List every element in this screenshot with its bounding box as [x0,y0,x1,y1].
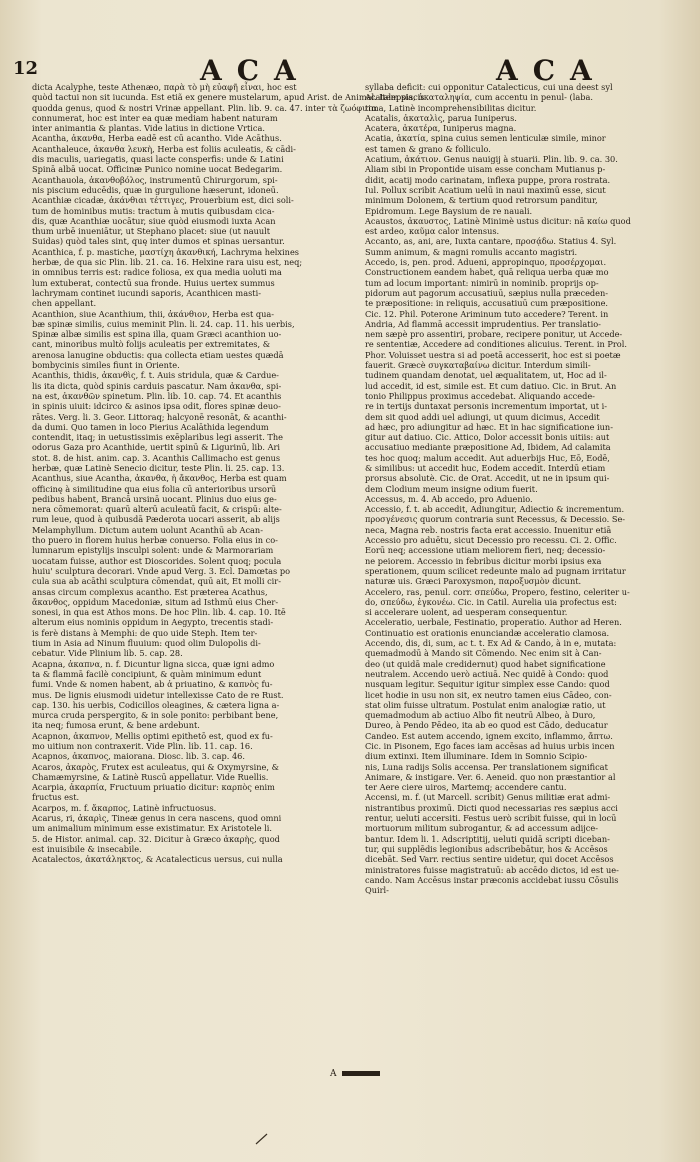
text-line: Acapnos, ἀκαπνος, maiorana. Diosc. lib. 3. cap. 46. [32,751,245,762]
text-line: cant, minoribus multò folijs aculeatis per extremitates, & [32,339,270,350]
text-line: Acarpia, ἀκαρπία, Fructuum priuatio dicitur: καρπὸς enim [32,782,275,793]
text-line: Quirl- [365,885,389,896]
text-line: dis maculis, uariegatis, quasi lacte consperfis: unde & Latini [32,154,284,165]
text-line: nusquam legitur. Sequitur igitur simplex esse Cando: quod [365,679,610,690]
text-line: Acanthion, siue Acanthium, thii, ἀκάνθιον, Herba est qua- [32,308,274,319]
text-line: Acatalis, ἀκαταλὶς, parua Iuniperus. [365,112,517,123]
text-line: pidorum aut pagorum accusatiuū, sæpius nulla præceden- [365,287,609,298]
text-line: sonesi, in qua est Athos mons. De hoc Plin. lib. 4. cap. 10. Itē [32,607,286,618]
text-line: lum extuberat, contectū sua fronde. Huius uertex summus [32,277,275,288]
text-line: re sententiæ, Accedere ad conditiones alicuius. Terent. in Prol. [365,339,627,350]
text-line: nis, Luna radijs Solis accensa. Per translationem significat [365,761,608,772]
text-line: Acarus, ri, ἀκαρὶς, Tineæ genus in cera nascens, quod omni [32,813,282,824]
text-line: Acarpos, m. f. ἄκαρπος, Latinè infructuosus. [32,802,217,813]
text-line: bombycinis similes fiunt in Oriente. [32,360,180,371]
right-column [365,82,691,1102]
text-line: Acanthis, thidis, ἀκανθὶς, f. t. Auis stridula, quæ & Cardue- [32,370,279,381]
text-line: Accendo, dis, di, sum, ac t. t. Ex Ad & Cando, à in e, mutata: [365,638,617,649]
text-line: si accelerare uolent, ad uesperam consequentur. [365,607,568,618]
text-line: nis piscium educēdis, quæ in gurgulione hæserunt, idoneū. [32,184,279,195]
signature-letter: A [330,1069,338,1079]
text-line: stat olim fuisse ultratum. Postulat enim analogiæ ratio, ut [365,699,606,710]
text-line: da dumi. Quo tamen in loco Pierius Acalāthida legendum [32,421,269,432]
text-line: deo (ut quidā male credidernut) quod habet significatione [365,658,606,669]
ornament-rule [342,1071,380,1076]
text-line: cando. Nam Accēsus instar præconis accidebat iussu Cōsulis [365,874,619,885]
text-line: tum de hominibus mutis: tractum à mutis quibusdam cica- [32,205,275,216]
text-line: Aliam sibi in Propontide uisam esse concham Mutianus p- [365,164,606,175]
running-head-left: ACA [200,54,311,87]
text-line: Acanthica, f. p. mastiche, μαστίχη ἀκανθική, Lachryma helxines [32,246,299,257]
text-line: ne peiorem. Accessio in febribus dicitur morbi ipsius exa [365,555,602,566]
text-line: 5. de Histor. animal. cap. 32. Dicitur à Græco ἀκαρὴς, quod [32,833,280,844]
text-line: in spinis uiuit: idcirco & asinos ipsa odit, flores spinæ deuo- [32,401,281,412]
text-line: dicebāt. Sed Varr. rectius sentire uidetur, qui docet Accēsos [365,854,614,865]
text-line: dem sit quod addi uel adiungi, ut quum dicimus, Accedit [365,411,600,422]
signature-mark [330,1069,380,1079]
text-line: Acatium, ἀκάτιον. Genus nauigij à stuarii. Plin. lib. 9. ca. 30. [365,154,618,165]
text-line: neca, Magna reb. nostris facta erat accessio. Inuenitur etiā [365,524,612,535]
text-line: mo uitium non contraxerit. Vide Plin. lib. 11. cap. 16. [32,741,253,751]
text-line: do, σπεύδω, ἐγκονέω. Cic. in Catil. Aurelia uia profectus est: [365,596,617,607]
text-line: herbæ, de qua sic Plin. lib. 21. ca. 16. Helxine rara uisu est, neq; [32,257,303,268]
text-line: Acatalectos, ἀκατάληκτος, & Acatalecticus uersus, cui nulla [32,854,283,865]
running-head-right: ACA [496,54,607,87]
text-line: Acantha, ἀκανθα, Herba eadē est cū acantho. Vide Acāthus. [32,133,282,144]
text-line: Acanthaleuce, ἀκανθα λευκὴ, Herba est foliis aculeatis, & cādi- [32,143,296,154]
text-line: tho puero in florem huius herbæ conuerso. Folia eius in co- [32,535,278,546]
text-line: Cic. in Pisonem, Ego faces iam accēsas ad huius urbis incen [365,741,615,751]
text-line: cap. 130. his uerbis, Codicillos oleagines, & cætera ligna a- [32,699,280,710]
text-line: nem sæpè pro assentiri, probare, recipere ponitur, ut Accede- [365,329,623,340]
text-line: quodda genus, quod & nostri Vrinæ appellant. Plin. lib. 9. ca. 47. inter τὰ ζωόφυτα [32,102,378,113]
text-line: Accedo, is, pen. prod. Adueni, appropinquo, προσέρχομαι. [365,257,607,268]
text-line: lachrymam continet iucundi saporis, Acanthicen masti- [32,287,261,298]
text-line: dium extinxi. Item illuminare. Idem in Somnio Scipio- [365,751,588,762]
text-line: Andria, Ad flammā accessit imprudentius. Per translatio- [365,318,601,329]
text-line: uocatam fuisse, author est Dioscorides. Solent quoq; pocula [32,555,282,566]
text-line: herbæ, quæ Latinè Senecio dicitur, teste Plin. li. 25. cap. 13. [32,462,285,473]
text-line: arenosa lanugine obductis: qua collecta etiam uestes quædā [32,349,284,360]
text-line: ta & flammā facilè concipiunt, & quàm minimum edunt [32,668,262,679]
text-line: prorsus absolutè. Cic. de Orat. Accedit, ut ne in ipsum qui- [365,473,610,484]
text-line: lumnarum epistylijs insculpi solent: unde & Marmorariam [32,545,274,556]
text-line: nistrantibus proximū. Dicti quod necessarias res sæpius acci [365,802,618,813]
text-line: ita neq; fumosa erunt, & bene ardebunt. [32,720,200,731]
text-line: & similibus: ut accedit huc, Eodem accedit. Interdū etiam [365,462,606,473]
text-line: Spinā albā uocat. Officinæ Punico nomine uocat Bedegarim. [32,164,283,175]
text-line: Acatalepsia, ἀκαταληψία, cum accentu in penul- (laba. [365,92,593,103]
text-line: chen appellant. [32,298,97,309]
text-line: Acceleratio, uerbale, Festinatio, properatio. Author ad Heren. [365,617,622,628]
text-line: tima, Latinè incomprehensibilitas dicitur. [365,102,537,113]
text-line: lis ita dicta, quòd spinis carduis pascatur. Nam ἀκανθα, spi- [32,380,282,391]
text-line: ministratores fuisse magistratuū: ab accēdo dictos, id est ue- [365,864,619,875]
text-line: lud accedit, id est, simile est. Et cum datiuo. Cic. in Brut. An [365,380,617,391]
text-line: quemadmodum ab actiuo Albo fit neutrū Albeo, à Duro, [365,710,596,721]
text-line: ad hæc, pro adiungitur ad hæc. Et in hac significatione iun- [365,421,613,432]
text-line: Phor. Voluisset uestra si ad poetā accesserit, hoc est si poetæ [365,349,621,360]
text-line: fauerit. Græcè συγκαταβαίνω dicitur. Interdum simili- [365,360,591,371]
text-line: Continuatio est orationis enunciandæ acceleratio clamosa. [365,627,610,638]
text-line: stot. 8. de hist. anim. cap. 3. Acanthis Callimacho est genus [32,452,281,463]
text-line: Eorū neq; accessione utiam meliorem fieri, neq; decessio- [365,545,606,556]
pen-stroke-mark [254,1133,270,1145]
text-line: um animalium minimum esse existimatur. Ex Aristotele li. [32,823,273,834]
text-line: tudinem quandam denotat, uel æqualitatem, ut, Hoc ad il- [365,370,607,381]
text-line: tum ad locum important: nimirū in nominib. proprijs op- [365,277,599,288]
text-line: Acatia, ἀκατία, spina cuius semen lenticulæ simile, minor [365,133,606,144]
text-line: Summ animum, & magni romulis accanto magistri. [365,246,578,257]
text-line: est tamen & grano & folliculo. [365,143,491,154]
text-line: accusatiuo mediante præpositione Ad, Ibidem, Ad calamita [365,442,611,453]
text-line: tur, qui supplēdis legionibus adscribebātur, hos & Accēsos [365,843,608,854]
text-line: re in tertijs duntaxat personis incrementum importat, ut i- [365,401,608,412]
text-line: tonio Philippus proximus accedebat. Aliquando accede- [365,390,595,401]
text-line: Constructionem eandem habet, quā reliqua uerba quæ mo [365,267,609,278]
text-line: dem Clodium meum insigne odium fuerit. [365,483,538,494]
text-line: Animare, & instigare. Ver. 6. Aeneid. quo non præstantior al [365,771,616,782]
text-line: connumerat, hoc est inter ea quæ mediam habent naturam [32,112,278,123]
text-line: rum leue, quod à quibusdā Pæderota uocari asserit, ab alijs [32,514,280,525]
text-line: Iul. Pollux scribit Acatium uelū in naui maximū esse, sicut [365,184,606,195]
text-line: didit, acatij modo carinatam, inflexa puppe, prora rostrata. [365,174,611,185]
text-line: sperationem, quum scilicet redeunte malo ad pugnam irritatur [365,565,626,576]
text-line: Acaustos, ἀκαυστος, Latinè Minimè ustus dicitur: nā καίω quod [365,215,631,226]
text-line: Accelero, ras, penul. corr. σπεύδω, Propero, festino, celeriter u- [365,586,630,597]
text-line: Accanto, as, ani, are, Iuxta cantare, προσᾴδω. Statius 4. Syl. [365,236,617,247]
text-line: est ardeo, καῦμα calor intensus. [365,226,500,237]
text-line: Suidas) quòd tales sint, quę inter dumos et spinas uersantur. [32,236,285,247]
text-line: Epidromum. Lege Baysium de re nauali. [365,205,533,216]
text-line: mortuorum militum subrogantur, & ad accessum adijce- [365,823,598,834]
text-line: contendit, itaq; in uetustissimis exēplaribus legi asserit. The [32,432,284,443]
text-line: minimum Dolonem, & tertium quod retrorsum panditur, [365,195,598,206]
text-line: rātes. Verg. li. 3. Geor. Littoraq; halcyonē resonāt, & acanthi- [32,411,287,422]
text-line: tium in Asia ad Ninum fluuium: quod olim Dulopolis di- [32,638,261,649]
text-line: bantur. Idem li. 1. Adscriptitij, ueluti quidā scripti diceban- [365,833,610,844]
text-line: neutralem. Accendo uerò actiuā. Nec quidē à Condo: quod [365,668,609,679]
page-number: 12 [13,58,39,79]
text-line: Candeo. Est autem accendo, ignem excito, inflammo, ἄπτω. [365,730,613,741]
text-line: tes hoc quoq; malum accedit. Aut aduerbijs Huc, Eō, Eodē, [365,452,610,463]
text-line: alterum eius nominis oppidum in Aegypto, trecentis stadi- [32,617,274,628]
text-line: fructus est. [32,792,80,803]
text-line: na est, ἀκανθῶν spinetum. Plin. lib. 10. cap. 74. Et acanthis [32,390,282,401]
text-line: Acapna, ἀκαπνα, n. f. Dicuntur ligna sicca, quæ igni admo [32,658,275,669]
text-line: Dureo, à Pendo Pēdeo, ita ab eo quod est Cādo, deducatur [365,720,608,731]
text-line: Accessio, f. t. ab accedit, Adiungitur, Adiectio & incrementum. [365,504,625,515]
text-line: Acapnon, ἀκαπνον, Mellis optimi epithetō est, quod ex fu- [32,730,273,741]
text-line: Accensi, m. f. (ut Marcell. scribit) Genus militiæ erat admi- [365,792,611,803]
text-line: te præpositione: in reliquis, accusatiuū cum præpositione. [365,298,609,309]
text-line: pedibus habent, Brancā ursinā uocant. Plinius duo eius ge- [32,493,277,504]
text-line: ansas circum complexus acantho. Est præterea Acathus, [32,586,268,597]
text-line: gitur aut datiuo. Cic. Attico, Dolor accessit bonis uitiis: aut [365,432,610,443]
text-line: officinę à similitudine qua eius folia cū anterioribus ursorū [32,483,277,494]
text-line: Acanthus, siue Acantha, ἀκανθα, ἡ ἄκανθος, Herba est quam [32,473,287,484]
text-line: Spinæ albæ similis est spina illa, quam Græci acanthion uo- [32,329,282,340]
text-line: Accessus, m. 4. Ab accedo, pro Aduenio. [365,493,533,504]
text-line: fumi. Vnde & nomen habent, ab ἀ priuatino, & καπνὸς fu- [32,679,273,690]
text-line: odorus Gaza pro Acanthide, uertit spinū & Ligurinū, lib. Ari [32,442,281,453]
text-line: Acanthiæ cicadæ, ἀκάνθιαι τέττιγες, Prouerbium est, dici soli- [32,195,294,206]
text-line: Accessio pro aduētu, sicut Decessio pro recessu. Ci. 2. Offic. [365,535,617,546]
text-line: quemadmodū à Mando sit Cōmendo. Nec enim sit à Can- [365,648,602,659]
text-line: Acaros, ἀκαρὸς, Frutex est aculeatus, qui & Oxymyrsine, & [32,761,279,772]
text-line: Acatera, ἀκατέρα, Iuniperus magna. [365,123,517,134]
text-line: προσγένεσις quorum contraria sunt Recessus, & Decessio. Se- [365,514,626,525]
text-line: Cic. 12. Phil. Poterone Ariminum tuto accedere? Terent. in [365,308,609,319]
text-line: huiu' sculptura decorari. Vnde apud Verg. 3. Ecl. Damœtas po [32,565,291,576]
text-line: licet hodie in usu non sit, ex neutro tamen eius Cādeo, con- [365,689,612,700]
text-line: nera cōmemorat: quarū alterū aculeatū facit, & crispū: alte- [32,504,282,515]
text-line: ἄκανθος, oppidum Macedoniæ, situm ad Isthmū eius Cher- [32,596,279,607]
text-line: rentur, ueluti accersiti. Festus uerò scribit fuisse, qui in locū [365,813,617,824]
text-line: Acanthauola, ἀκανθοβόλος, instrumentū Chirurgorum, spi- [32,174,278,185]
text-line: est inuisibile & insecabile. [32,843,142,854]
text-line: Melamphyllum. Dictum autem uolunt Acanthū ab Acan- [32,524,263,535]
text-line: murca cruda perspergito, & in sole ponito: perbibant bene, [32,710,279,721]
text-line: cebatur. Vide Plinium lib. 5. cap. 28. [32,648,183,659]
text-line: thum urbē inueniātur, ut Stephano placet: siue (ut nauult [32,226,271,237]
text-line: syllaba deficit: cui opponitur Catalecticus, cui una deest syl [365,82,613,92]
text-line: is ferè distans à Memphi: de quo uide Steph. Item ter- [32,627,258,638]
text-line: Chamæmyrsine, & Latinè Ruscū appellatur. Vide Ruellis. [32,771,269,782]
text-line: mus. De lignis eiusmodi uidetur intellexisse Cato de re Rust. [32,689,284,700]
text-line: in omnibus terris est: radice foliosa, ex qua media uoluti ma [32,267,282,278]
text-line: dis, quæ Acanthiæ uocātur, siue quòd eiusmodi iuxta Acan [32,215,276,226]
text-line: cula sua ab acāthi sculptura cōmendat, quū ait, Et molli cir- [32,576,281,587]
text-line: ter Aere ciere uiros, Martemq; accendere cantu. [365,782,567,793]
text-line: bæ spinæ similis, cuius meminit Plin. li. 24. cap. 11. his uerbis, [32,318,295,329]
text-line: inter animantia & plantas. Vide latius in dictione Vrtica. [32,123,265,134]
text-line: naturæ uis. Græci Paroxysmon, παροξυσμὸν dicunt. [365,576,582,587]
text-line: dicta Acalyphe, teste Athenæo, παρὰ τὸ μὴ εὐαφῆ εἶναι, hoc est [32,82,297,92]
text-line: quòd tactui non sit iucunda. Est etiã ex genere mustelarum, apud Arist. de Animal. Item piscis [32,92,425,103]
